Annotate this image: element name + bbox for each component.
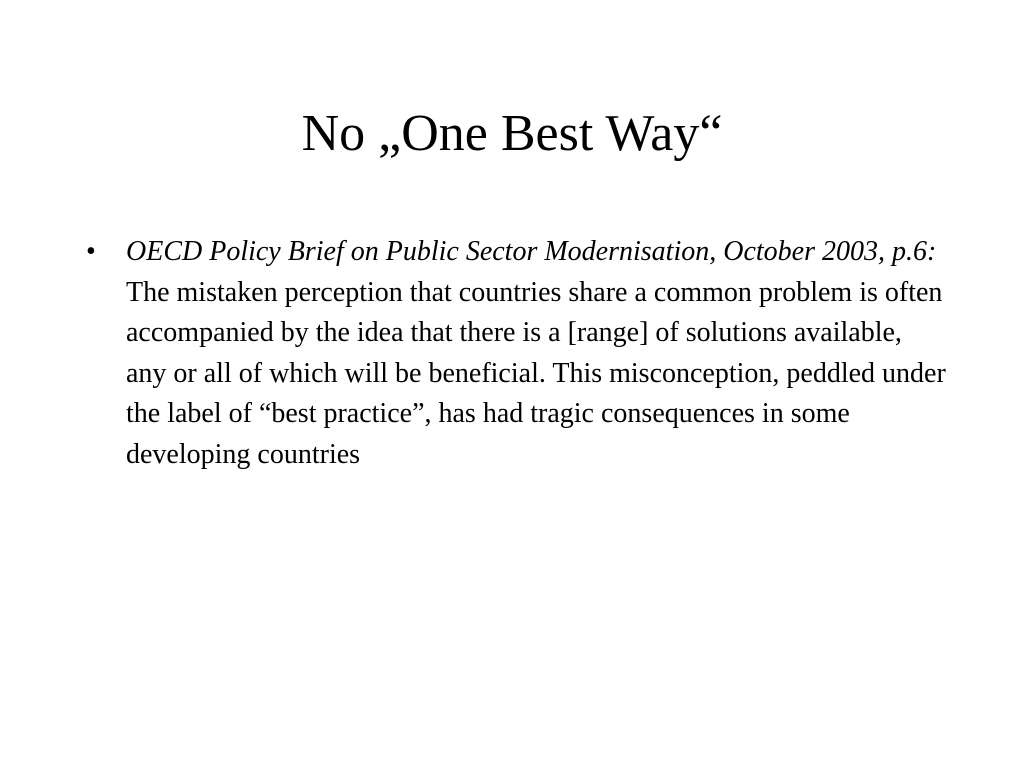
bullet-list: [86, 232, 946, 475]
citation-source: OECD Policy Brief on Public Sector Modernisation, October 2003, p.6:: [126, 236, 937, 267]
bullet-marker: •: [86, 236, 96, 267]
quote-text: The mistaken perception that countries share a common problem is often accompanied by the idea that there is a [range] of solutions available, any or all of which will be beneficial. This misconception, peddled under the label of “best practice”, has had tragic consequences in some developing countries: [126, 276, 946, 470]
bullet-item: [86, 232, 946, 475]
slide-title: No „One Best Way“: [301, 105, 723, 162]
